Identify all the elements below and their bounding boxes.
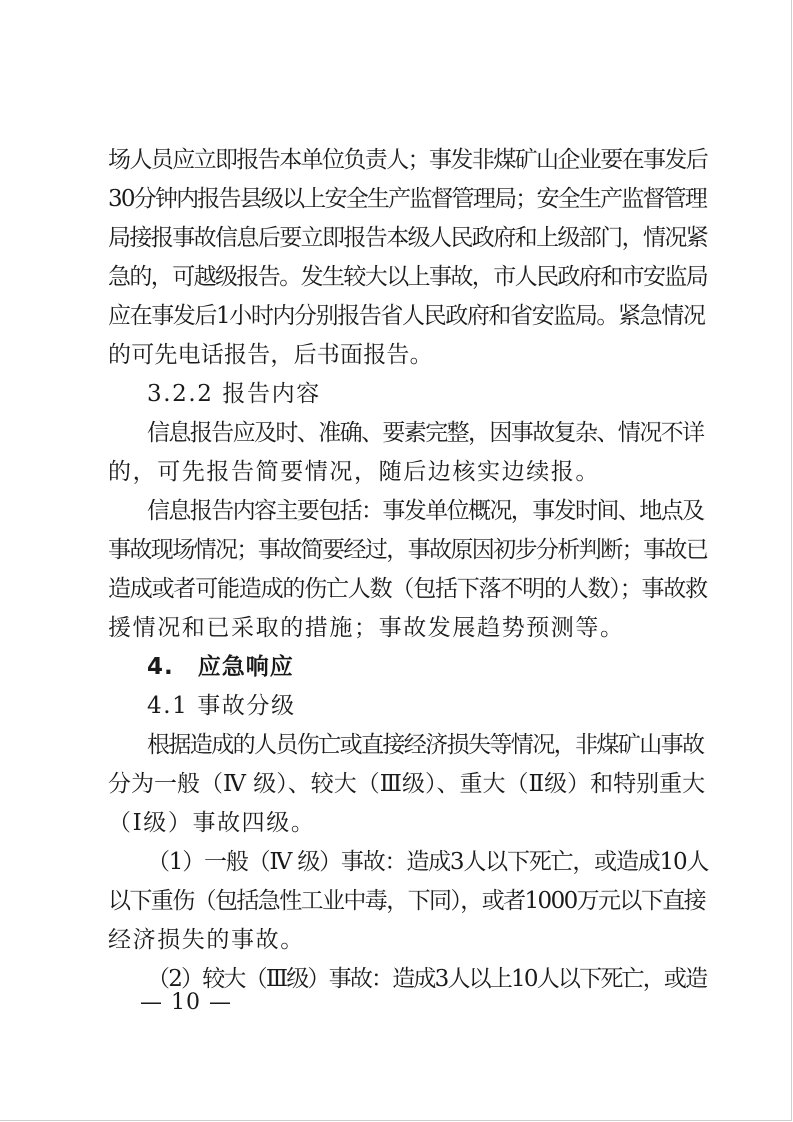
- text-line: 援情况和已采取的措施；事故发展趋势预测等。: [108, 615, 625, 641]
- text-line: 的可先电话报告，后书面报告。: [108, 342, 433, 368]
- text-line: 分为一般（Ⅳ 级）、较大（Ⅲ级）、重大（Ⅱ级）和特别重大: [108, 771, 706, 797]
- chapter-heading: 4. 应急响应: [147, 654, 294, 680]
- text-line: 场人员应立即报告本单位负责人；事发非煤矿山企业要在事发后: [108, 147, 708, 173]
- text-line: 应在事发后1小时内分别报告省人民政府和省安监局。紧急情况: [108, 303, 705, 329]
- text-line: 急的，可越级报告。发生较大以上事故，市人民政府和市安监局: [108, 264, 708, 290]
- section-heading: 3.2.2 报告内容: [147, 381, 321, 407]
- text-line: 造成或者可能造成的伤亡人数（包括下落不明的人数）；事故救: [108, 576, 707, 602]
- text-line: 30分钟内报告县级以上安全生产监督管理局；安全生产监督管理: [108, 186, 707, 212]
- text-line: 根据造成的人员伤亡或直接经济损失等情况，非煤矿山事故: [147, 732, 704, 758]
- text-line: （1）一般（Ⅳ 级）事故：造成3人以下死亡，或造成10人: [147, 849, 709, 875]
- section-heading: 4.1 事故分级: [147, 693, 296, 719]
- text-line: 的，可先报告简要情况，随后边核实边续报。: [108, 459, 600, 485]
- text-line: 事故现场情况；事故简要经过，事故原因初步分析判断；事故已: [108, 537, 708, 563]
- page-number: — 10 —: [140, 990, 232, 1015]
- text-line: 以下重伤（包括急性工业中毒，下同），或者1000万元以下直接: [108, 888, 706, 914]
- text-line: 信息报告应及时、准确、要素完整，因事故复杂、情况不详: [147, 420, 704, 446]
- text-line: （Ⅰ级）事故四级。: [108, 810, 316, 836]
- text-line: 局接报事故信息后要立即报告本级人民政府和上级部门，情况紧: [108, 225, 708, 251]
- text-line: 信息报告内容主要包括：事发单位概况，事发时间、地点及: [147, 498, 704, 524]
- text-line: （2）较大（Ⅲ级）事故：造成3人以上10人以下死亡，或造: [147, 966, 707, 992]
- text-line: 经济损失的事故。: [108, 927, 305, 953]
